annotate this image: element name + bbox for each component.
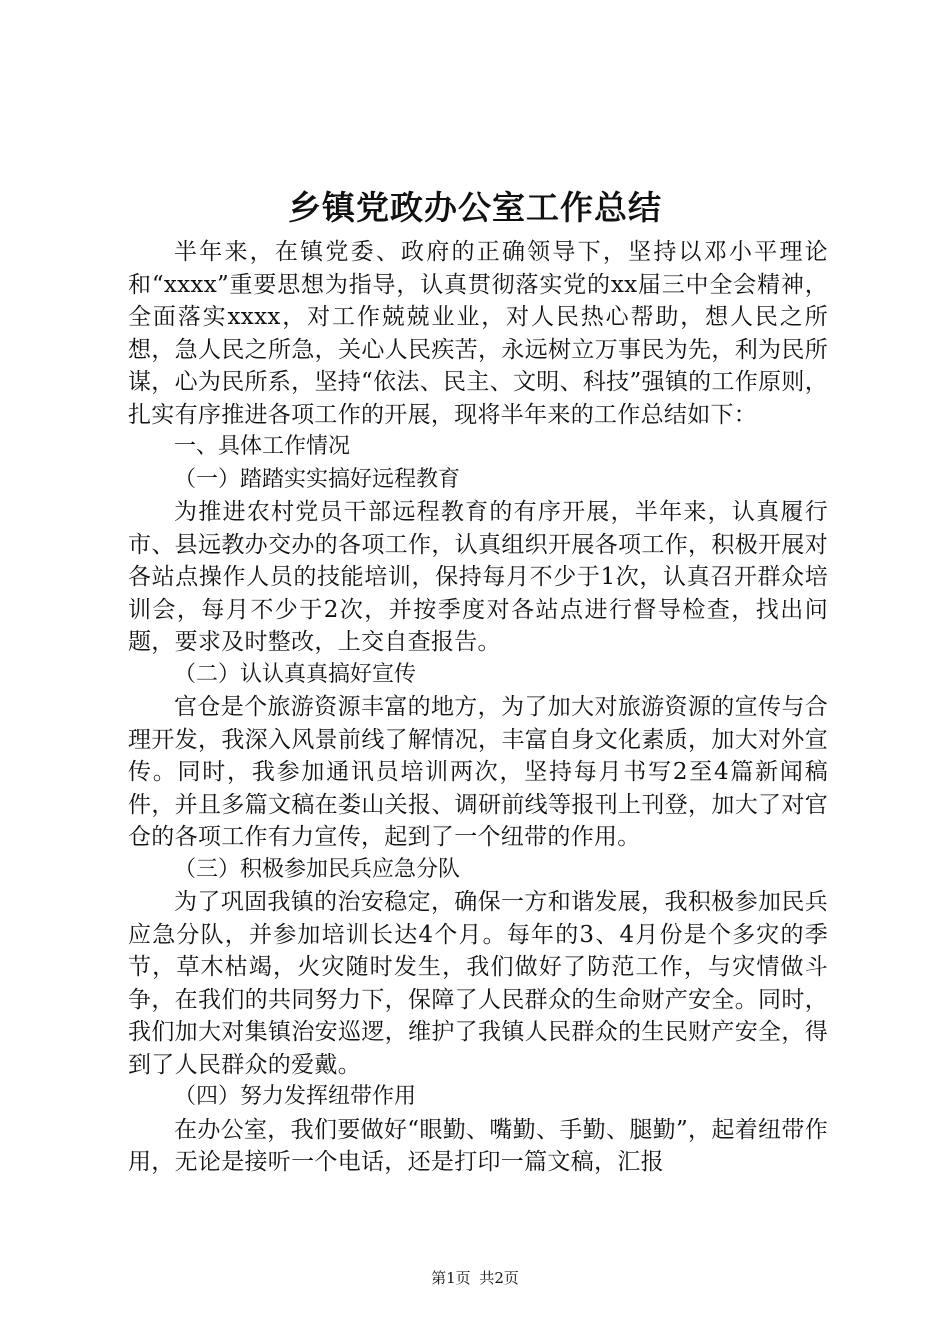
page-footer xyxy=(0,1268,950,1288)
subsection-heading-4: （四）努力发挥纽带作用 xyxy=(174,1084,417,1109)
page-number: 第1页 xyxy=(431,1269,471,1287)
subsection-heading-2: （二）认认真真搞好宣传 xyxy=(174,661,417,687)
subsection-paragraph-3: 为了巩固我镇的治安稳定，确保一方和谐发展，我积极参加民兵应急分队，并参加培训长达4个月。每年的3、4月份是个多灾的季节，草木枯竭，火灾随时发生，我们做好了防范工作，与灾情做斗争，在我们的共同努力下，保障了人民群众的生命财产安全。同时，我们加大对集镇治安巡逻，维护了我镇人民群众的生民财产安全，得到了人民群众的爱戴。 xyxy=(128,889,828,1078)
document-title: 乡镇党政办公室工作总结 xyxy=(288,188,662,227)
subsection-paragraph-2: 官仓是个旅游资源丰富的地方，为了加大对旅游资源的宣传与合理开发，我深入风景前线了解情况，丰富自身文化素质，加大对外宣传。同时，我参加通讯员培训两次，坚持每月书写2至4篇新闻稿件，并且多篇文稿在娄山关报、调研前线等报刊上刊登，加大了对官仓的各项工作有力宣传，起到了一个纽带的作用。 xyxy=(128,694,828,850)
section-heading-1: 一、具体工作情况 xyxy=(174,434,351,459)
subsection-paragraph-4: 在办公室，我们要做好“眼勤、嘴勤、手勤、腿勤”，起着纽带作用，无论是接听一个电话，还是打印一篇文稿，汇报 xyxy=(128,1116,828,1175)
page-total: 共2页 xyxy=(479,1269,519,1287)
intro-paragraph: 半年来，在镇党委、政府的正确领导下，坚持以邓小平理论和“xxxx”重要思想为指导，认真贯彻落实党的xx届三中全会精神，全面落实xxxx，对工作兢兢业业，对人民热心帮助，想人民之所想，急人民之所急，关心人民疾苦，永远树立万事民为先，利为民所谋，心为民所系，坚持“依法、民主、文明、科技”强镇的工作原则，扎实有序推进各项工作的开展，现将半年来的工作总结如下： xyxy=(128,239,828,428)
document-body xyxy=(128,236,828,1179)
subsection-heading-1: （一）踏踏实实搞好远程教育 xyxy=(174,466,461,492)
subsection-heading-3: （三）积极参加民兵应急分队 xyxy=(174,856,461,882)
subsection-paragraph-1: 为推进农村党员干部远程教育的有序开展，半年来，认真履行市、县远教办交办的各项工作，认真组织开展各项工作，积极开展对各站点操作人员的技能培训，保持每月不少于1次，认真召开群众培训会，每月不少于2次，并按季度对各站点进行督导检查，找出问题，要求及时整改，上交自查报告。 xyxy=(128,499,828,655)
